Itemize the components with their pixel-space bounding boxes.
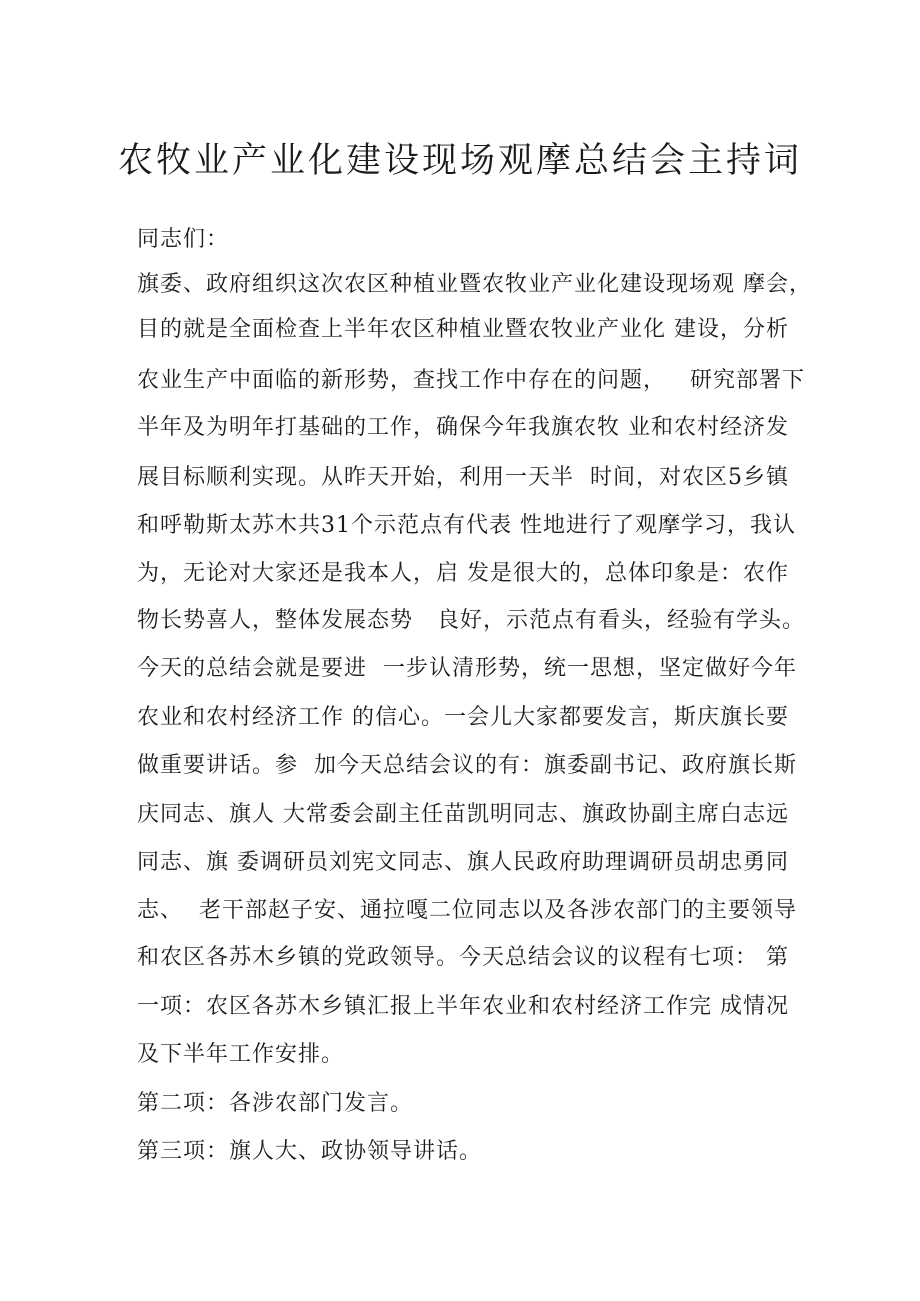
body-line: 展目标顺利实现。从昨天开始，利用一天半 时间，对农区5乡镇 bbox=[137, 465, 789, 490]
body-line: 为，无论对大家还是我本人，启 发是很大的，总体印象是：农作 bbox=[137, 561, 789, 586]
body-line: 庆同志、旗人 大常委会副主任苗凯明同志、旗政协副主席白志远 bbox=[137, 802, 789, 827]
agenda-item-3: 第三项：旗人大、政协领导讲话。 bbox=[137, 1139, 483, 1164]
body-line: 半年及为明年打基础的工作，确保今年我旗农牧 业和农村经济发 bbox=[137, 415, 789, 440]
body-line: 及下半年工作安排。 bbox=[137, 1042, 345, 1067]
agenda-item-2: 第二项：各涉农部门发言。 bbox=[137, 1091, 414, 1116]
body-line: 旗委、政府组织这次农区种植业暨农牧业产业化建设现场观 摩会， bbox=[137, 272, 812, 297]
body-line: 做重要讲话。参 加今天总结会议的有：旗委副书记、政府旗长斯 bbox=[137, 753, 797, 778]
body-line: 和呼勒斯太苏木共31个示范点有代表 性地进行了观摩学习，我认 bbox=[137, 513, 796, 538]
body-line: 农业和农村经济工作 的信心。一会儿大家都要发言，斯庆旗长要 bbox=[137, 705, 789, 730]
document-title: 农牧业产业化建设现场观摩总结会主持词 bbox=[117, 141, 802, 181]
body-line: 今天的总结会就是要进 一步认清形势，统一思想，坚定做好今年 bbox=[137, 656, 797, 681]
body-line: 物长势喜人，整体发展态势 良好，示范点有看头，经验有学头。 bbox=[137, 608, 805, 633]
body-line: 一项：农区各苏木乡镇汇报上半年农业和农村经济工作完 成情况 bbox=[137, 994, 789, 1019]
body-line: 志、 老干部赵子安、通拉嘎二位同志以及各涉农部门的主要领导 bbox=[137, 898, 797, 923]
body-line: 同志、旗 委调研员刘宪文同志、旗人民政府助理调研员胡忠勇同 bbox=[137, 850, 789, 875]
body-line: 和农区各苏木乡镇的党政领导。今天总结会议的议程有七项： 第 bbox=[137, 945, 789, 970]
body-line: 农业生产中面临的新形势，查找工作中存在的问题， 研究部署下 bbox=[137, 368, 805, 393]
body-line: 目的就是全面检查上半年农区种植业暨农牧业产业化 建设，分析 bbox=[137, 317, 789, 342]
salutation-line: 同志们： bbox=[137, 227, 230, 252]
